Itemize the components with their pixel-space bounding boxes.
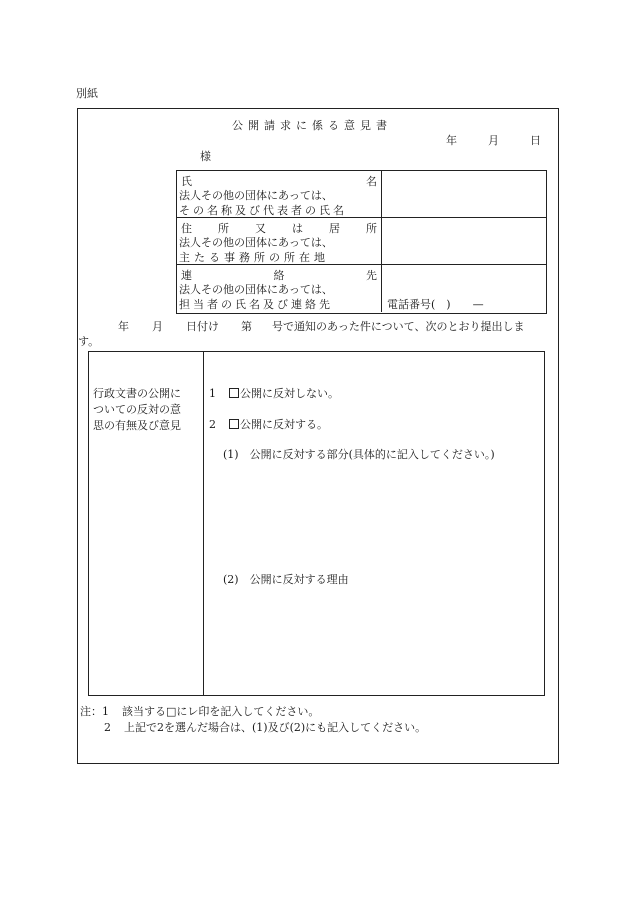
contact-label: 連 絡 先 (181, 269, 377, 282)
date-year: 年 (446, 134, 457, 147)
checkbox-icon[interactable] (229, 419, 239, 429)
name-note-1: 法人その他の団体にあっては、 (179, 189, 333, 202)
checkbox-icon[interactable] (229, 388, 239, 398)
contact-note-2: 担当者の氏名及び連絡先 (179, 298, 333, 311)
contact-note-1: 法人その他の団体にあっては、 (179, 283, 333, 296)
date-line (446, 132, 541, 148)
opinion-label-3: 思の有無及び意見 (93, 419, 181, 432)
opinion-label-2: ついての反対の意 (93, 403, 181, 416)
note-2: 2 上記で2を選んだ場合は、(1)及び(2)にも記入してください。 (104, 721, 427, 734)
opinion-label-cell (89, 352, 204, 695)
address-row (177, 218, 546, 265)
attachment-label: 別紙 (76, 87, 98, 100)
date-day: 日 (530, 134, 541, 147)
option-no-objection[interactable]: 1 公開に反対しない。 (209, 387, 339, 400)
option-objection[interactable]: 2 公開に反対する。 (209, 418, 328, 431)
opinion-table (88, 351, 545, 696)
objection-reason-label: (2) 公開に反対する理由 (223, 573, 349, 586)
form-title: 公開請求に係る意見書 (232, 119, 392, 132)
contact-row (177, 265, 546, 312)
address-label: 住 所 又 は 居 所 (181, 222, 377, 235)
objection-part-label: (1) 公開に反対する部分(具体的に記入してください。) (223, 448, 495, 461)
intro-line-2: す。 (78, 335, 100, 348)
date-month: 月 (488, 134, 499, 147)
opinion-label-1: 行政文書の公開に (93, 387, 181, 400)
name-label: 氏 名 (181, 175, 377, 188)
name-note-2: その名称及び代表者の氏名 (179, 204, 347, 217)
phone-number: 電話番号( ) — (387, 298, 484, 311)
signatory-table (176, 170, 547, 314)
note-1: 注：1 該当する□にレ印を記入してください。 (80, 705, 320, 718)
address-note-2: 主たる事務所の所在地 (179, 251, 329, 264)
intro-line-1: 年 月 日付け 第 号で通知のあった件について、次のとおり提出しま (118, 320, 525, 333)
name-row (177, 171, 546, 218)
address-note-1: 法人その他の団体にあっては、 (179, 236, 333, 249)
addressee-suffix: 様 (200, 150, 211, 163)
